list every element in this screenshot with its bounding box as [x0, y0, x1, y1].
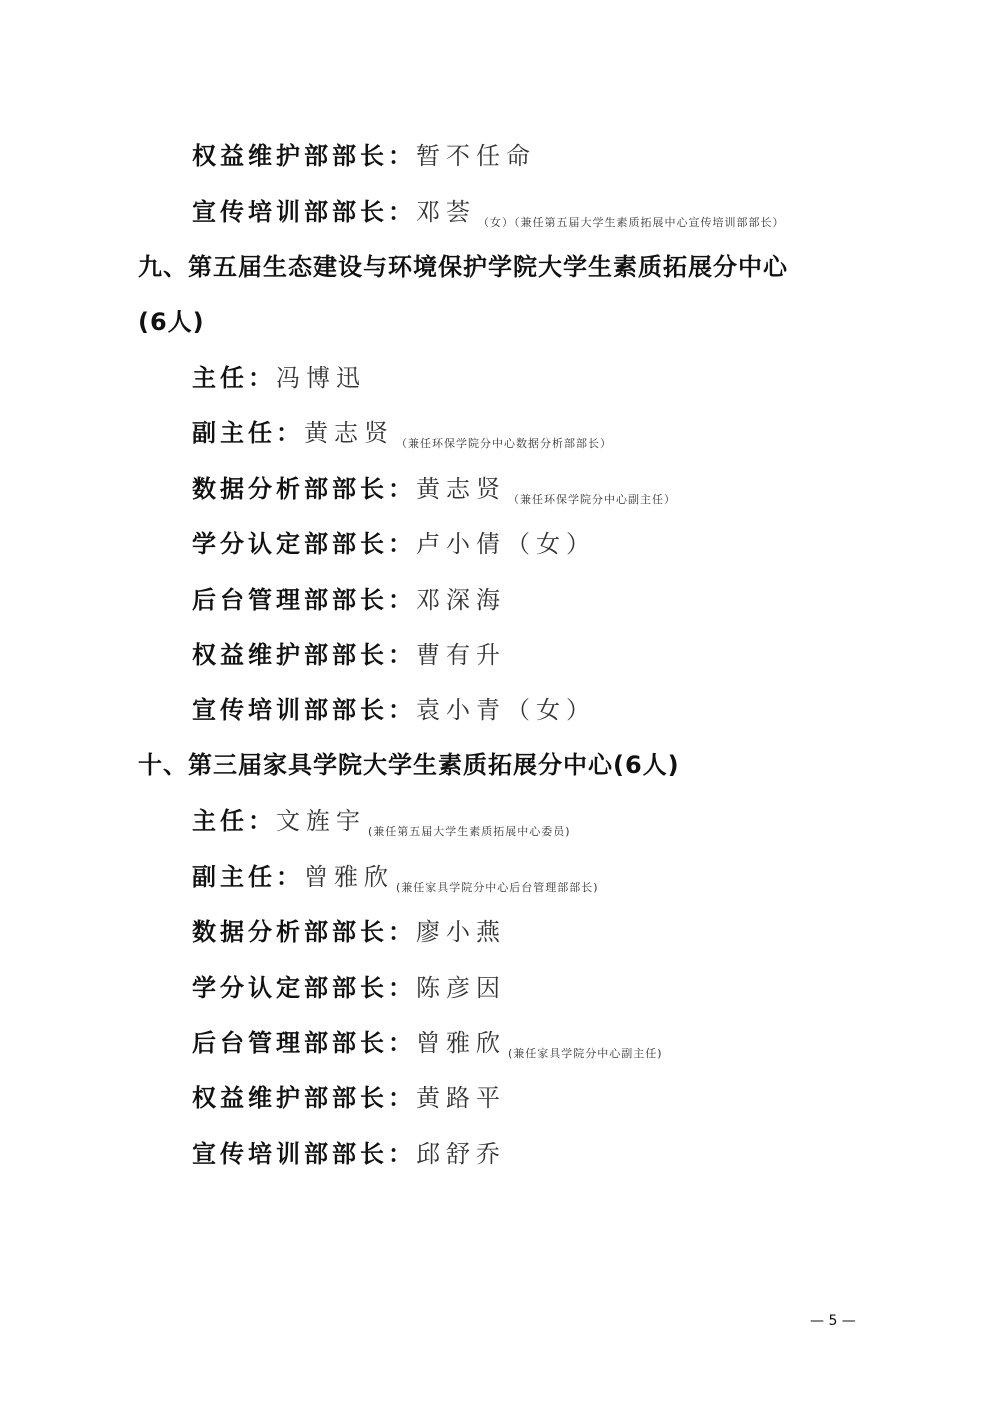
role-label: 副主任：: [192, 863, 304, 891]
role-line: [192, 358, 366, 398]
role-label: 后台管理部部长：: [192, 1029, 416, 1057]
person-name: 文旌宇: [276, 807, 366, 835]
page-number: — 5 —: [810, 1313, 856, 1329]
role-label: 宣传培训部部长：: [192, 696, 416, 724]
person-name: 邱舒乔: [416, 1140, 506, 1168]
role-label: 主任：: [192, 364, 276, 392]
role-line: [192, 1134, 506, 1174]
person-name: 黄路平: [416, 1084, 506, 1112]
role-line: [192, 1023, 663, 1063]
role-line: [192, 469, 676, 509]
role-line: [192, 857, 599, 897]
person-name: 黄志贤: [416, 475, 506, 503]
role-label: 主任：: [192, 807, 276, 835]
role-line: [192, 635, 506, 675]
role-label: 权益维护部部长：: [192, 1084, 416, 1112]
section-heading: 十、第三届家具学院大学生素质拓展分中心(6人): [138, 751, 680, 779]
role-note: (兼任家具学院分中心副主任): [508, 1047, 663, 1060]
role-note: (兼任家具学院分中心后台管理部部长): [396, 881, 599, 894]
role-label: 学分认定部部长：: [192, 530, 416, 558]
person-name: 廖小燕: [416, 918, 506, 946]
section-heading-continuation: (6人): [138, 308, 205, 336]
role-line: [192, 136, 536, 176]
person-name: 曾雅欣: [304, 863, 394, 891]
person-name: 黄志贤: [304, 419, 394, 447]
role-label: 宣传培训部部长：: [192, 198, 416, 226]
person-name: 曾雅欣: [416, 1029, 506, 1057]
role-label: 学分认定部部长：: [192, 974, 416, 1002]
role-line: [192, 413, 612, 453]
role-line: [192, 968, 506, 1008]
person-name: 卢小倩（女）: [416, 530, 596, 558]
role-note: （兼任环保学院分中心数据分析部部长）: [396, 437, 612, 450]
role-note: （兼任环保学院分中心副主任）: [508, 493, 676, 506]
role-note: （女）（兼任第五届大学生素质拓展中心宣传培训部部长）: [478, 216, 785, 229]
role-note: (兼任第五届大学生素质拓展中心委员): [368, 825, 571, 838]
role-line: [192, 524, 596, 564]
role-label: 宣传培训部部长：: [192, 1140, 416, 1168]
person-name: 袁小青（女）: [416, 696, 596, 724]
person-name: 曹有升: [416, 641, 506, 669]
role-label: 数据分析部部长：: [192, 918, 416, 946]
person-name: 邓深海: [416, 586, 506, 614]
section-heading: 九、第五届生态建设与环境保护学院大学生素质拓展分中心: [138, 253, 788, 281]
role-label: 权益维护部部长：: [192, 641, 416, 669]
person-name: 邓荟: [416, 198, 476, 226]
role-line: [192, 801, 571, 841]
role-label: 数据分析部部长：: [192, 475, 416, 503]
person-name: 陈彦因: [416, 974, 506, 1002]
person-name: 暂不任命: [416, 142, 536, 170]
role-label: 副主任：: [192, 419, 304, 447]
role-line: [192, 690, 596, 730]
role-line: [192, 912, 506, 952]
role-line: [192, 580, 506, 620]
role-line: [192, 192, 785, 232]
role-label: 后台管理部部长：: [192, 586, 416, 614]
person-name: 冯博迅: [276, 364, 366, 392]
role-label: 权益维护部部长：: [192, 142, 416, 170]
role-line: [192, 1078, 506, 1118]
